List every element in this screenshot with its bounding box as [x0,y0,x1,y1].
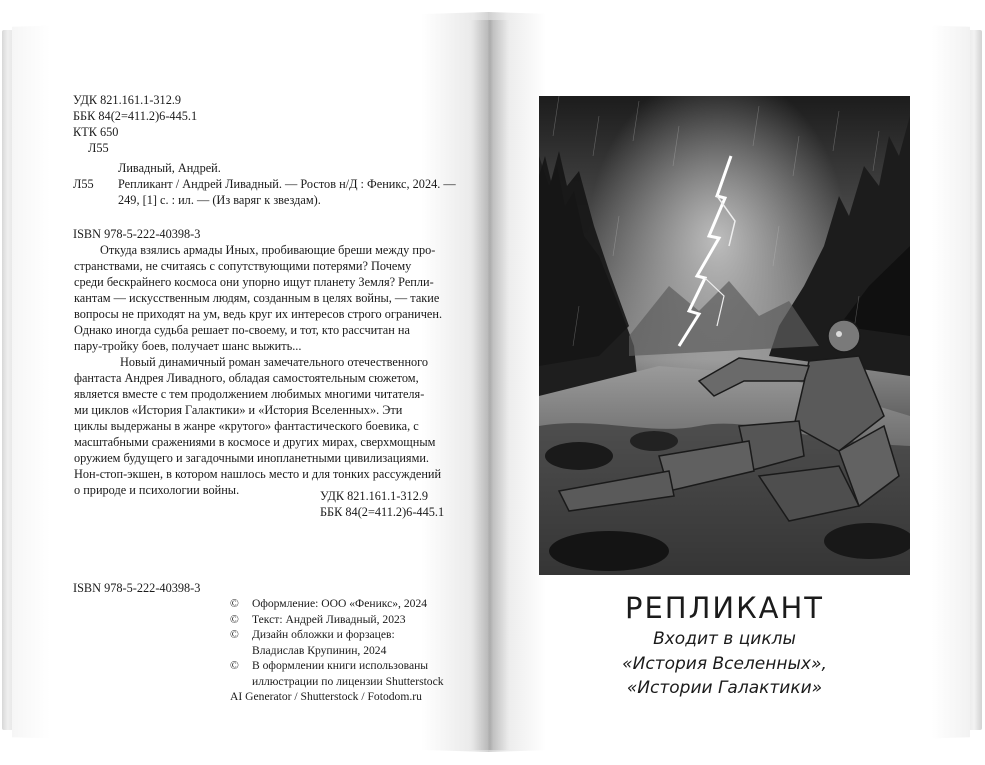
annotation-line: пару-тройку боев, получает шанс выжить... [74,339,302,353]
annotation-line: масштабными сражениями в космосе и других мирах, сверхмощным [74,435,436,449]
annotation-line: о природе и психологии войны. [74,483,240,497]
biblio-mark: Л55 [73,177,94,191]
copyright-line: AI Generator / Shutterstock / Fotodom.ru [230,690,422,703]
author-mark: Л55 [88,141,109,155]
annotation-line: Нон-стоп-экшен, в котором нашлось место и для тонких рассуждений [74,467,442,481]
copyright-line: Текст: Андрей Ливадный, 2023 [252,612,406,626]
robot-in-stormy-river-illustration [539,96,910,575]
annotation [74,242,452,498]
bbk-code-bottom: ББК 84(2=411.2)6-445.1 [320,505,445,519]
bbk-code: ББК 84(2=411.2)6-445.1 [73,109,198,123]
biblio-author: Ливадный, Андрей. [118,161,221,175]
book-title: РЕПЛИКАНТ [624,591,825,625]
isbn-top: ISBN 978-5-222-40398-3 [73,227,201,241]
udk-code: УДК 821.161.1-312.9 [73,93,182,107]
biblio-line-1: Репликант / Андрей Ливадный. — Ростов н/Д : Феникс, 2024. — [118,177,456,191]
annotation-line: Новый динамичный роман замечательного отечественного [120,355,429,369]
classification-codes-bottom [320,488,444,520]
annotation-line: странствами, не считаясь с сопутствующими потерями? Почему [74,259,412,273]
series-note [539,627,910,701]
spine-shadow [470,20,510,750]
copyright-line: Оформление: ООО «Феникс», 2024 [252,597,428,610]
series-note-line: «История Вселенных», [622,653,827,674]
annotation-line: Однако иногда судьба решает по-своему, и тот, кто рассчитан на [74,323,410,337]
isbn-bottom: ISBN 978-5-222-40398-3 [73,581,201,595]
series-note-line: «Истории Галактики» [626,678,823,698]
annotation-line: ми циклов «История Галактики» и «История Вселенных». Эти [74,403,403,417]
copyright-symbol: © [230,612,239,626]
copyright-symbol: © [230,597,239,610]
annotation-line: вопросы не приходят на ум, ведь круг их интересов строго ограничен. [74,307,443,321]
annotation-line: Откуда взялись армады Иных, пробивающие бреши между про- [100,243,436,257]
udk-code-bottom: УДК 821.161.1-312.9 [320,489,429,503]
annotation-line: кантам — искусственным людям, созданным в целях войны, — такие [74,291,440,305]
copyright-line: В оформлении книги использованы [252,659,429,672]
copyright-symbol: © [230,628,239,641]
annotation-line: оружием будущего и загадочными инопланетными цивилизациями. [74,451,429,465]
annotation-line: циклы выдержаны в жанре «крутого» фантастического боевика, с [74,419,419,433]
annotation-line: является вместе с тем продолжением любимых многими читателя- [74,387,425,401]
classification-codes [73,92,197,156]
annotation-line: среди бескрайнего космоса они упорно ищут планету Земля? Репли- [74,275,434,289]
ktk-code: КТК 650 [73,125,119,139]
series-note-line: Входит в циклы [653,629,796,649]
copyright-line: Дизайн обложки и форзацев: [252,628,395,641]
annotation-line: фантаста Андрея Ливадного, обладая самостоятельным сюжетом, [74,371,419,385]
biblio-line-2: 249, [1] с. : ил. — (Из варяг к звездам). [118,193,321,207]
copyright-line: Владислав Крупинин, 2024 [252,643,387,657]
copyright-line: иллюстрации по лицензии Shutterstock [252,674,444,688]
copyright-symbol: © [230,659,239,672]
